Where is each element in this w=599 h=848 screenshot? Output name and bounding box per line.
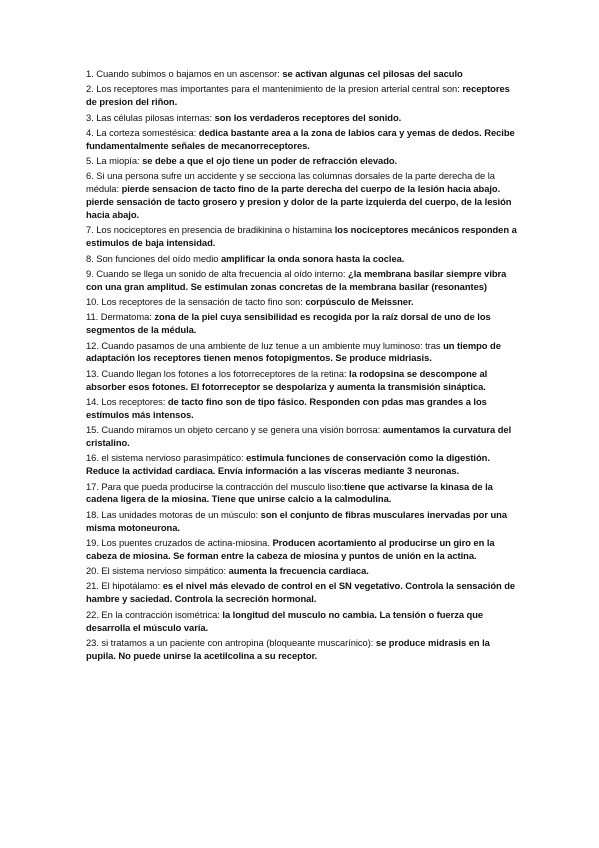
answer-text: la rodopsina se descompone al absorber esos fotones. El fotorreceptor se despolariza y aumenta la transmisión sináptica. [86,367,488,392]
answer-text: pierde sensacion de tacto fino de la parte derecha del cuerpo de la lesión hacia abajo. pierde sensación de tacto grosero y presion y dolor de la parte izquierda del cuerpo, de la lesión hacia abajo. [86,183,512,221]
question-item [86,268,522,294]
answer-text: de tacto fino son de tipo fásico. Responden con pdas mas grandes a los estímulos más intensos. [86,395,487,420]
question-list [86,68,522,665]
answer-text: ¿la membrana basilar siempre vibra con una gran amplitud. Se estimulan zonas concretas de la membrana basilar (resonantes) [86,267,507,292]
question-text: 4. La corteza somestésica: [86,126,199,138]
question-item [86,368,522,394]
question-item [86,424,522,450]
question-text: 20. El sistema nervioso simpático: [86,565,229,577]
answer-text: se activan algunas cel pilosas del saculo [282,68,463,79]
question-item [86,609,522,635]
answer-text: un tiempo de adaptación los receptores tienen menos fotopigmentos. Se produce midriasis. [86,339,501,364]
question-item [86,396,522,422]
question-text: 3. Las células pilosas internas: [86,111,215,123]
question-item [86,565,522,578]
question-text: 15. Cuando miramos un objeto cercano y se genera una visión borrosa: [86,424,383,436]
question-item [86,296,522,309]
question-item [86,112,522,125]
answer-text: la longitud del musculo no cambia. La tensión o fuerza que desarrolla el músculo varía. [86,608,484,633]
question-text: 5. La miopía: [86,155,143,166]
question-item [86,481,522,507]
question-text: 2. Los receptores mas importantes para el mantenimiento de la presion arterial central son: [86,83,463,95]
question-text: 9. Cuando se llega un sonido de alta frecuencia al oído interno: [86,267,349,279]
answer-text: amplificar la onda sonora hasta la coclea. [220,252,405,264]
answer-text: es el nivel más elevado de control en el SN vegetativo. Controla la sensación de hambre y saciedad. Controla la secreción hormonal. [86,580,516,605]
question-text: 11. Dermatoma: [86,311,155,323]
question-text: 22. En la contracción isométrica: [86,608,223,620]
question-item [86,537,522,563]
question-item [86,170,522,222]
question-item [86,452,522,478]
question-text: 19. Los puentes cruzados de actina-miosina. [86,536,273,548]
question-item [86,68,522,81]
question-item [86,580,522,606]
answer-text: estimula funciones de conservación como la digestión. Reduce la actividad cardiaca. Envía información a las vísceras mediante 3 neuronas. [86,452,490,477]
question-text: 8. Son funciones del oído medio [86,252,221,264]
question-item [86,83,522,109]
answer-text: son el conjunto de fibras musculares inervadas por una misma motoneurona. [86,508,507,533]
question-text: 17. Para que pueda producirse la contracción del musculo liso: [86,480,344,492]
question-text: 12. Cuando pasamos de una ambiente de luz tenue a un ambiente muy luminoso: tras [86,339,444,351]
question-text: 21. El hipotálamo: [86,580,163,592]
question-item [86,127,522,153]
question-text: 13. Cuando llegan los fotones a los fotorreceptores de la retina: [86,367,350,379]
question-item [86,311,522,337]
answer-text: se debe a que el ojo tiene un poder de refracción elevado. [142,155,398,166]
question-item [86,224,522,250]
answer-text: Producen acortamiento al producirse un giro en la cabeza de miosina. Se forman entre la cabeza de miosina y puntos de unión en la actina. [86,536,495,561]
answer-text: receptores de presion del riñon. [86,83,510,108]
answer-text: aumentamos la curvatura del cristalino. [86,424,512,449]
answer-text: corpúsculo de Meissner. [305,296,414,308]
answer-text: dedica bastante area a la zona de labios cara y yemas de dedos. Recibe fundamentalmente señales de mecanorreceptores. [86,126,515,151]
question-text: 16. el sistema nervioso parasimpático: [86,452,247,464]
question-text: 23. si tratamos a un paciente con antropina (bloqueante muscarínico): [86,636,376,648]
answer-text: son los verdaderos receptores del sonido. [214,111,402,123]
question-text: 10. Los receptores de la sensación de tacto fino son: [86,296,306,308]
answer-text: zona de la piel cuya sensibilidad es recogida por la raíz dorsal de uno de los segmentos de la médula. [86,311,491,336]
question-text: 6. Si una persona sufre un accidente y se secciona las columnas dorsales de la parte derecha de la médula: [86,170,495,195]
question-item [86,253,522,266]
question-text: 7. Los nociceptores en presencia de bradikinina o histamina [86,224,335,236]
question-item [86,509,522,535]
answer-text: aumenta la frecuencia cardiaca. [228,565,369,577]
answer-text: tiene que activarse la kinasa de la cadena ligera de la miosina. Tiene que unirse calcio a la calmodulina. [86,480,493,505]
answer-text: se produce midrasis en la pupila. No puede unirse la acetilcolina a su receptor. [86,636,490,661]
question-text: 14. Los receptores: [86,395,168,407]
question-item [86,340,522,366]
question-text: 18. Las unidades motoras de un músculo: [86,508,261,520]
answer-text: los nociceptores mecánicos responden a estimulos de baja intensidad. [86,224,517,249]
question-item [86,637,522,663]
question-item [86,155,522,168]
question-text: 1. Cuando subimos o bajamos en un ascensor: [86,68,283,79]
